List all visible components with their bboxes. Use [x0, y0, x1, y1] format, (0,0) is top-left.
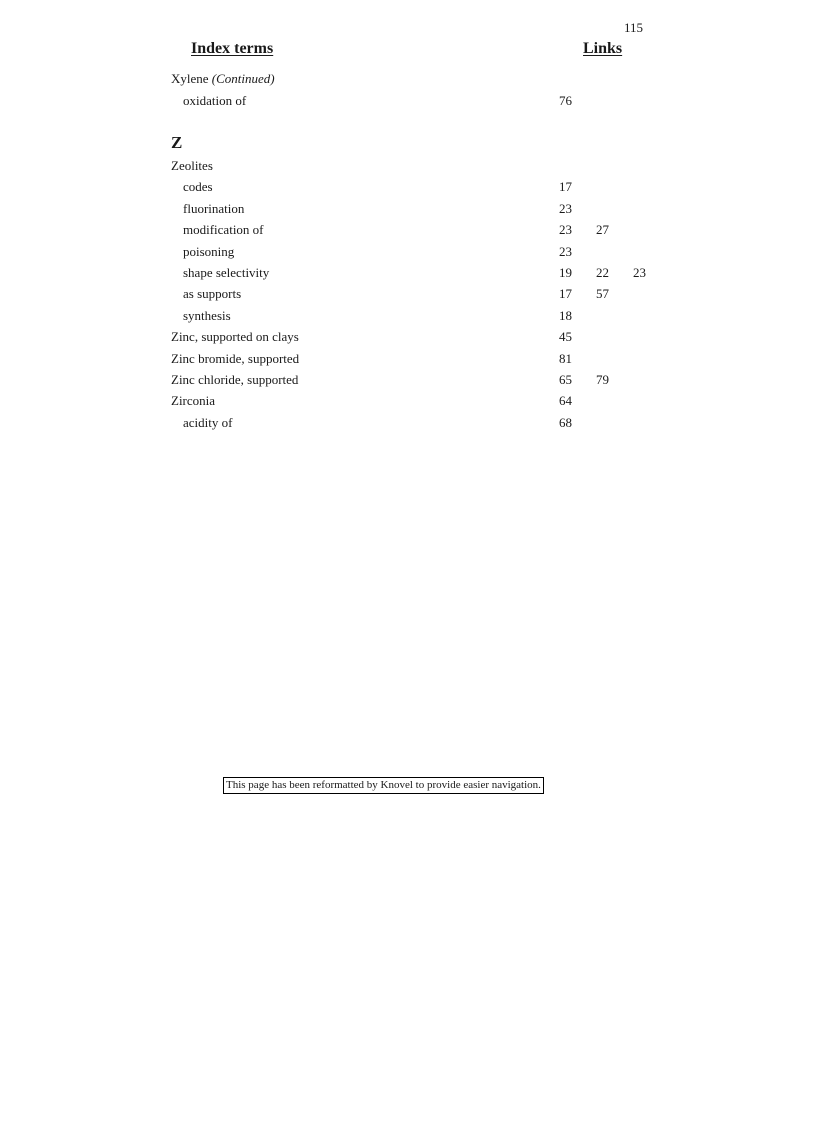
page-link[interactable]: 23 [559, 200, 572, 216]
index-entry [0, 372, 816, 392]
index-entry [0, 244, 816, 264]
index-entry [0, 93, 816, 113]
page-link[interactable]: 27 [596, 222, 609, 238]
page-link[interactable]: 23 [559, 243, 572, 259]
index-subterm: poisoning [183, 243, 235, 259]
index-entry [0, 329, 816, 349]
page-link[interactable]: 17 [559, 286, 572, 302]
index-entry [0, 201, 816, 221]
index-subterm: synthesis [183, 307, 231, 323]
page-link[interactable]: 65 [559, 372, 572, 387]
knovel-reformat-note: This page has been reformatted by Knovel to provide easier navigation. [223, 777, 544, 794]
index-entry [0, 158, 816, 178]
index-term: Zinc, supported on clays [171, 329, 299, 345]
index-subterm: modification of [183, 222, 264, 238]
page-number: 115 [624, 20, 644, 35]
index-terms-header: Index terms [191, 40, 274, 57]
index-entry [0, 393, 816, 413]
index-term [171, 71, 275, 87]
links-header: Links [583, 40, 623, 57]
page-link[interactable]: 18 [559, 307, 572, 323]
page-link[interactable]: 23 [559, 222, 572, 238]
index-entry [0, 308, 816, 328]
index-entry [0, 179, 816, 199]
continued-note: (Continued) [211, 71, 275, 86]
index-term: Zinc chloride, supported [171, 372, 299, 387]
index-entry-continued [0, 71, 816, 91]
page-link[interactable]: 68 [559, 414, 572, 430]
page-link[interactable]: 45 [559, 329, 572, 345]
index-term: Zinc bromide, supported [171, 350, 300, 366]
page-link[interactable]: 57 [596, 286, 609, 302]
index-entry [0, 222, 816, 242]
index-entry [0, 265, 816, 285]
page-link[interactable]: 81 [559, 350, 572, 366]
page-link[interactable]: 17 [559, 179, 572, 195]
index-entry [0, 286, 816, 306]
page-link[interactable]: 19 [559, 265, 572, 280]
index-subterm: fluorination [183, 200, 245, 216]
index-subterm: acidity of [183, 414, 233, 430]
page-link[interactable]: 23 [633, 265, 646, 280]
index-entry [0, 415, 816, 435]
index-subterm: as supports [183, 286, 242, 302]
index-term: Zeolites [171, 158, 213, 173]
index-subterm: oxidation of [183, 93, 247, 108]
page-link[interactable]: 79 [596, 372, 609, 387]
page-link[interactable]: 22 [596, 265, 609, 280]
index-subterm: shape selectivity [183, 265, 270, 280]
page-link[interactable]: 64 [559, 393, 572, 409]
index-term: Zirconia [171, 393, 216, 409]
index-entry [0, 351, 816, 371]
index-subterm: codes [183, 179, 213, 195]
page-link[interactable]: 76 [559, 93, 572, 108]
section-letter: Z [171, 133, 183, 152]
continued-term: Xylene [171, 71, 209, 86]
